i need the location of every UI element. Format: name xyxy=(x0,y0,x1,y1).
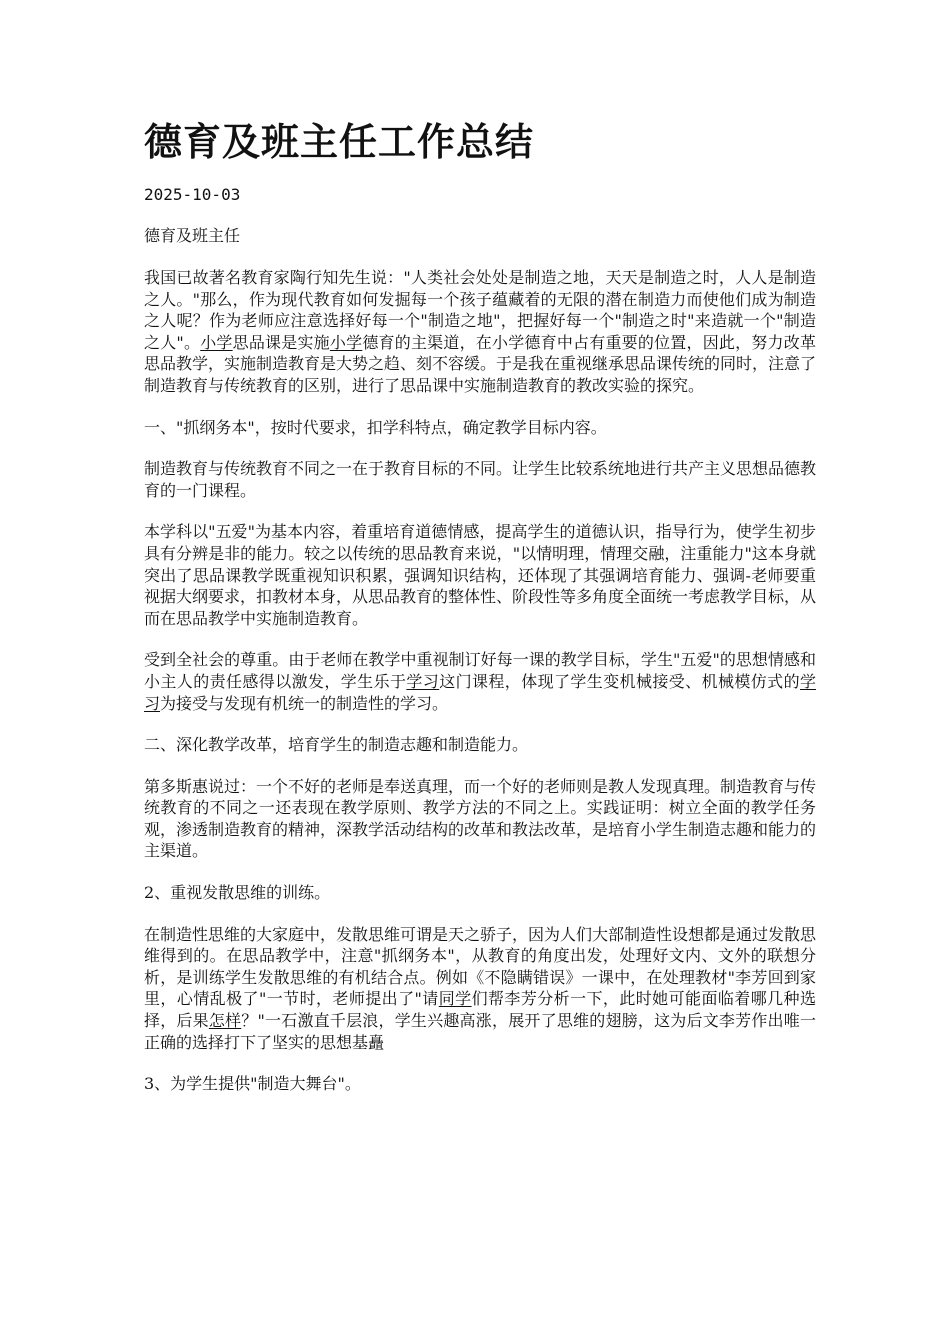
paragraph-five-loves: 本学科以"五爱"为基本内容，着重培育道德情感，提高学生的道德认识，指导行为，使学生初步具有分辨是非的能力。较之以传统的思品教育来说，"以情明理，情理交融，注重能力"这本身就突出了思品课教学既重视知识积累，强调知识结构，还体现了其强调培育能力、强调-老师要重视据大纲要求，扣教材本身，从思品教育的整体性、阶段性等多角度全面统一考虑教学目标，从而在思品教学中实施制造教育。 xyxy=(144,522,817,628)
paragraph-goals: 制造教育与传统教育不同之一在于教育目标的不同。让学生比较系统地进行共产主义思想品德教育的一门课程。 xyxy=(144,459,817,500)
section-heading-1: 一、"抓纲务本"，按时代要求，扣学科特点，确定教学目标内容。 xyxy=(144,417,607,437)
section-heading-stage: 3、为学生提供"制造大舞台"。 xyxy=(144,1074,361,1094)
link-xiaoxue-2[interactable]: 小学 xyxy=(329,332,363,352)
text-run: 思品课是实施 xyxy=(232,332,330,352)
text-run: 在制造性思维的大家庭中，发散思维可谓是天之骄子，因为人们大部制造性设想都是通过发散思维得到的。在思品教学中，注意"抓纲务本"，从教育的角度出发，处理好文内、文外的联想分析，是训练学生发散思维的有机结合点。例如《不隐瞒错误》一课中，在处理教材"李芳回到家里，心情乱极了"一节时，老师提出了"请 xyxy=(144,924,817,1009)
subtitle: 德育及班主任 xyxy=(144,226,241,245)
publish-date: 2025-10-03 xyxy=(144,185,241,204)
link-tongxue[interactable]: 同学 xyxy=(438,989,472,1009)
text-run: ？"一石激直千层浪，学生兴趣高涨，展开了思维的翅膀，这为后文李芳作出唯一正确的选择打下了坚实的思想基矗 xyxy=(144,1011,816,1052)
link-zenyang[interactable]: 怎样 xyxy=(208,1011,242,1031)
document-page xyxy=(144,112,816,1095)
text-run: 这门课程，体现了学生变机械接受、机械模仿式的 xyxy=(439,671,800,691)
link-xiaoxue-1[interactable]: 小学 xyxy=(200,332,233,352)
text-run: 德育的主渠道，在小学德育中占有重要的位置，因此，努力改革思品教学，实施制造教育是大势之趋、刻不容缓。于是我在重视继承思品课传统的同时，注意了制造教育与传统教育的区别，进行了思品课中实施制造教育的教改实验的探究。 xyxy=(144,332,817,395)
page-title: 德育及班主任工作总结 xyxy=(144,120,535,164)
paragraph-divergent-thinking xyxy=(144,924,816,1054)
link-xuexi-1[interactable]: 学习 xyxy=(406,671,440,691)
section-heading-2: 二、深化教学改革，培育学生的制造志趣和制造能力。 xyxy=(144,735,529,755)
paragraph-respect xyxy=(144,649,816,714)
section-heading-divergent: 2、重视发散思维的训练。 xyxy=(144,883,331,903)
link-xuexi-2[interactable]: 学习 xyxy=(144,671,816,713)
paragraph-intro xyxy=(144,267,816,397)
text-run: 们帮李芳分析一下，此时她可能面临着哪几种选择，后果 xyxy=(144,989,816,1031)
text-run: 受到全社会的尊重。由于老师在教学中重视制订好每一课的教学目标，学生"五爱"的思想情感和小主人的责任感得以激发，学生乐于 xyxy=(144,650,816,691)
paragraph-diesterweg: 第多斯惠说过：一个不好的老师是奉送真理，而一个好的老师则是教人发现真理。制造教育与传统教育的不同之一还表现在教学原则、教学方法的不同之上。实践证明：树立全面的教学任务观，渗透制造教育的精神，深教学活动结构的改革和教法改革，是培育小学生制造志趣和能力的主渠道。 xyxy=(144,776,817,861)
text-run: 为接受与发现有机统一的制造性的学习。 xyxy=(160,693,449,713)
text-run: 我国已故著名教育家陶行知先生说："人类社会处处是制造之地，天天是制造之时，人人是制造之人。"那么，作为现代教育如何发掘每一个孩子蕴藏着的无限的潜在制造力而使他们成为制造之人呢？作为老师应注意选择好每一个"制造之地"，把握好每一个"制造之时"来造就一个"制造之人"。 xyxy=(144,268,816,352)
